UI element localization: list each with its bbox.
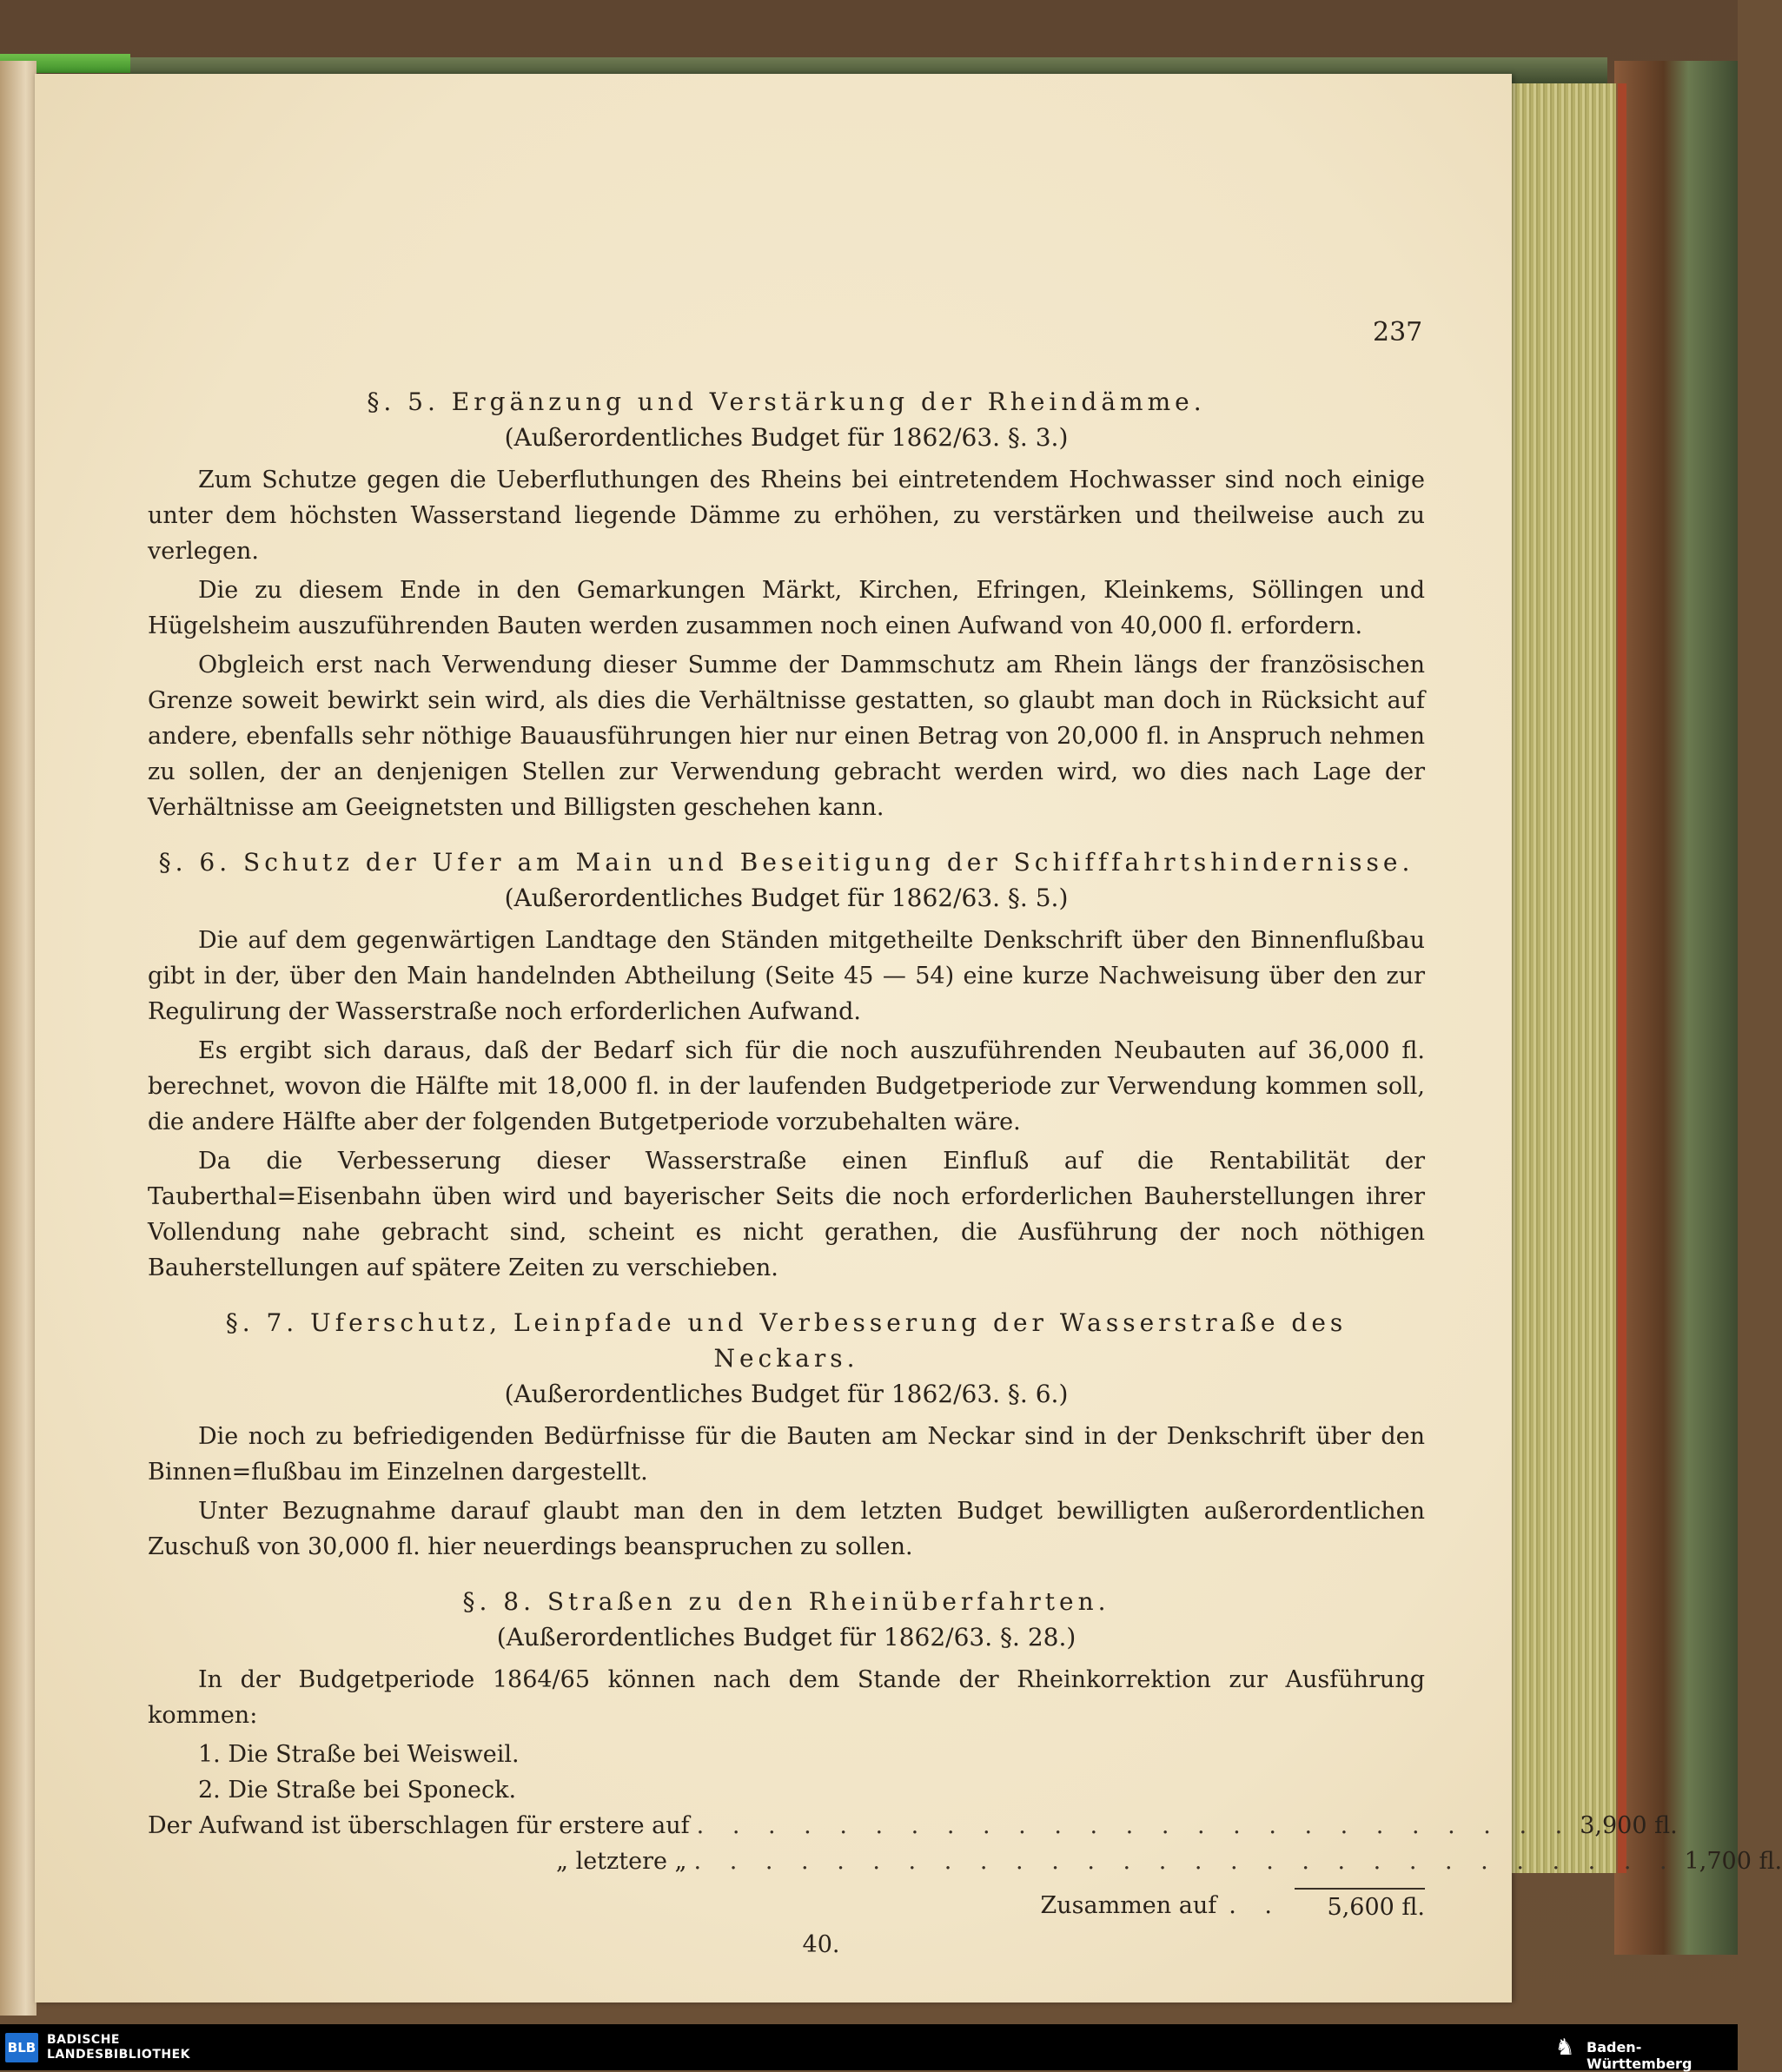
state-name[interactable]: Baden-Württemberg xyxy=(1587,2039,1693,2072)
leader-dots: . . . . . . . . . . . . . . . . . . . . . . . . . . . . xyxy=(693,1848,1678,1875)
section-heading: §. 7. Uferschutz, Leinpfade und Verbesserung der Wasserstraße des Neckars. xyxy=(225,1308,1348,1373)
cost-value: 1,700 fl. xyxy=(1684,1848,1782,1875)
paragraph: Es ergibt sich daraus, daß der Bedarf sich für die noch auszuführenden Neubauten auf 36,000 fl. berechnet, wovon die Hälfte mit 18,000 fl. in der laufenden Budgetperiode zur Verwendung kommen soll, die andere Hälfte aber der folgenden Butgetperiode vorzubehalten wäre. xyxy=(148,1037,1425,1135)
section-7 xyxy=(148,1305,1425,1565)
page-number: 237 xyxy=(1373,317,1423,348)
cost-value: 3,900 fl. xyxy=(1580,1812,1678,1839)
library-name[interactable]: BADISCHE LANDESBIBLIOTHEK xyxy=(47,2033,191,2062)
book-cover-right xyxy=(1614,61,1738,1955)
section-8 xyxy=(148,1584,1782,1963)
paragraph: In der Budgetperiode 1864/65 können nach dem Stande der Rheinkorrektion zur Ausführung kommen: xyxy=(148,1666,1425,1729)
paragraph: Da die Verbesserung dieser Wasserstraße einen Einfluß auf die Rentabilität der Tauberthal=Eisenbahn üben wird und bayerischer Seits die noch erforderlichen Bauherstellungen ihrer Vollendung nahe gebracht sind, scheint es nicht gerathen, die Ausführung der noch nöthigen Bauherstellungen auf spätere Zeiten zu verschieben. xyxy=(148,1148,1425,1281)
section-subheading: (Außerordentliches Budget für 1862/63. §. 6.) xyxy=(504,1380,1069,1408)
printer-signature: 40. xyxy=(802,1931,840,1958)
paragraph: Die auf dem gegenwärtigen Landtage den Ständen mitgetheilte Denkschrift über den Binnenflußbau gibt in der, über den Main handelnden Abtheilung (Seite 45 — 54) eine kurze Nachweisung über den zur Regulirung der Wasserstraße noch erforderlichen Aufwand. xyxy=(148,927,1425,1025)
section-heading: §. 8. Straßen zu den Rheinüberfahrten. xyxy=(462,1587,1110,1616)
list-item: 2. Die Straße bei Sponeck. xyxy=(198,1777,517,1804)
leader-dots: . . xyxy=(1229,1892,1282,1919)
total-row xyxy=(148,1888,1425,1925)
cost-label: Der Aufwand ist überschlagen für erstere auf xyxy=(148,1812,690,1839)
leader-dots: . . . . . . . . . . . . . . . . . . . . . . . . . xyxy=(696,1812,1573,1839)
section-heading: §. 6. Schutz der Ufer am Main und Beseitigung der Schifffahrtshindernisse. xyxy=(158,848,1414,877)
facing-page-edge xyxy=(0,61,36,2016)
footer-bar xyxy=(0,2024,1738,2070)
page-text xyxy=(148,226,1782,1963)
section-6 xyxy=(148,844,1425,1286)
book-red-edge xyxy=(1618,83,1626,1873)
state-coat-of-arms-icon[interactable]: ♞ xyxy=(1554,2035,1575,2061)
section-subheading: (Außerordentliches Budget für 1862/63. §. 3.) xyxy=(504,423,1069,452)
section-5 xyxy=(148,384,1425,825)
paragraph: Die noch zu befriedigenden Bedürfnisse für die Bauten am Neckar sind in der Denkschrift über den Binnen=flußbau im Einzelnen dargestellt. xyxy=(148,1423,1425,1486)
section-subheading: (Außerordentliches Budget für 1862/63. §. 28.) xyxy=(496,1623,1076,1652)
blb-logo-icon[interactable]: BLB xyxy=(5,2033,38,2062)
list-item: 1. Die Straße bei Weisweil. xyxy=(198,1741,520,1768)
paragraph: Unter Bezugnahme darauf glaubt man den in dem letzten Budget bewilligten außerordentlichen Zuschuß von 30,000 fl. hier neuerdings beanspruchen zu sollen. xyxy=(148,1498,1425,1560)
total-value: 5,600 fl. xyxy=(1295,1888,1425,1925)
book-fore-edge xyxy=(1501,83,1616,1873)
book-page xyxy=(35,74,1782,2002)
cost-label: „ letztere „ xyxy=(556,1848,687,1875)
paragraph: Zum Schutze gegen die Ueberfluthungen des Rheins bei eintretendem Hochwasser sind noch einige unter dem höchsten Wasserstand liegende Dämme zu erhöhen, zu verstärken und theilweise auch zu verlegen. xyxy=(148,467,1425,565)
section-heading: §. 5. Ergänzung und Verstärkung der Rheindämme. xyxy=(367,387,1206,416)
paragraph: Obgleich erst nach Verwendung dieser Summe der Dammschutz am Rhein längs der französischen Grenze soweit bewirkt sein wird, als dies die Verhältnisse gestatten, so glaubt man doch in Rücksicht auf andere, ebenfalls sehr nöthige Bauausführungen hier nur einen Betrag von 20,000 fl. in Anspruch nehmen zu sollen, der an denjenigen Stellen zur Verwendung gebracht werden wird, wo dies nach Lage der Verhältnisse am Geeignetsten und Billigsten geschehen kann. xyxy=(148,652,1425,821)
section-subheading: (Außerordentliches Budget für 1862/63. §. 5.) xyxy=(504,884,1069,912)
cost-row xyxy=(148,1844,1782,1879)
paragraph: Die zu diesem Ende in den Gemarkungen Märkt, Kirchen, Efringen, Kleinkems, Söllingen und Hügelsheim auszuführenden Bauten werden zusammen noch einen Aufwand von 40,000 fl. erfordern. xyxy=(148,577,1425,639)
total-label: Zusammen auf xyxy=(1040,1892,1217,1919)
cost-row xyxy=(148,1808,1678,1844)
